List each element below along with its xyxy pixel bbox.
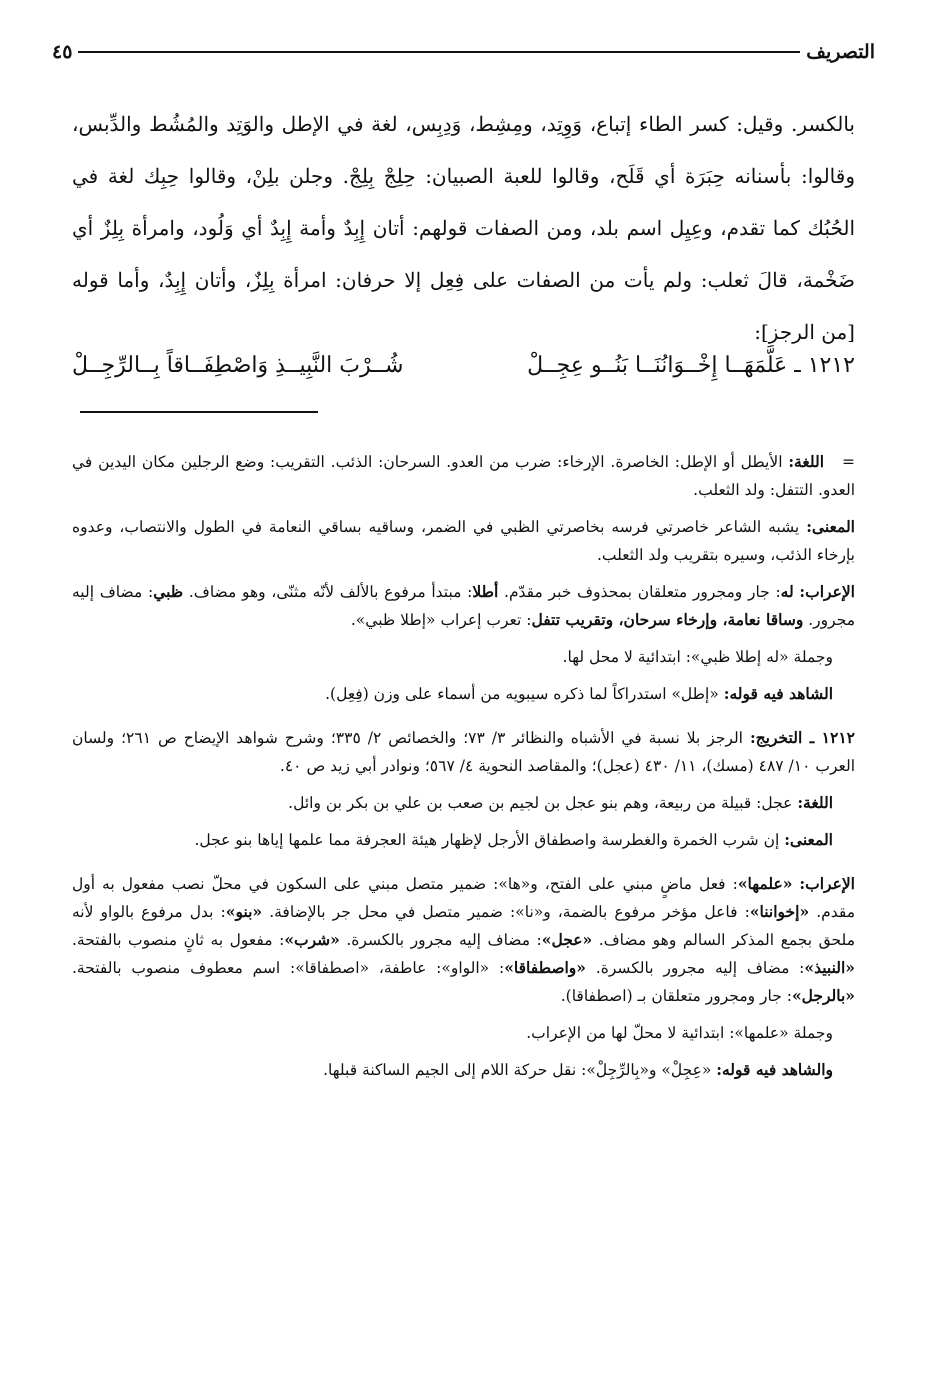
footnote-label: اللغة: (788, 452, 824, 471)
footnote-paragraph (72, 643, 855, 671)
footnote-paragraph (72, 448, 855, 504)
footnote-term: أطلا (472, 582, 499, 601)
header-rule (78, 51, 800, 53)
footnote-term: «واصطفاقا» (504, 958, 586, 977)
footnote-text: يشبه الشاعر خاصرتي فرسه بخاصرتي الظبي في الضمر، وساقيه بساقي النعامة في الطول والانتصاب، وعدوه بإرخاء الذئب، وسيره بتقريب ولد الثعلب. (72, 518, 855, 564)
footnote-paragraph (72, 1056, 855, 1084)
footnote-text: «إطل» استدراكاً لما ذكره سيبويه من أسماء على وزن (فِعِل). (325, 685, 719, 703)
footnote-paragraph (72, 1019, 855, 1047)
footnote-text: : «الواو»: عاطفة، «اصطفاقا»: اسم معطوف منصوب بالفتحة. (72, 959, 505, 977)
footnote-label: المعنى: (806, 517, 855, 536)
footnote-text: : جار ومجرور متعلقان بمحذوف خبر مقدّم. (498, 583, 781, 601)
footnote-text: وجملة «له إطلا ظبي»: ابتدائية لا محل لها. (562, 648, 833, 666)
footnote-paragraph (72, 578, 855, 634)
footnote-text: : مضاف إليه مجرور بالكسرة. (339, 931, 542, 949)
footnote-text: : مضاف إليه مجرور. (72, 583, 855, 629)
footnote-text: : مبتدأ مرفوع بالألف لأنّه مثنّى، وهو مضاف. (183, 583, 473, 601)
footnotes (72, 448, 855, 1093)
verse (72, 345, 855, 385)
footnote-label: الإعراب: (799, 582, 855, 601)
page-number: ٤٥ (52, 41, 73, 63)
footnote-text: : مفعول به ثانٍ منصوب بالفتحة. (72, 931, 285, 949)
footnote-text: : فاعل مؤخر مرفوع بالضمة، و«نا»: ضمير متصل في محل جر بالإضافة. (262, 903, 750, 921)
page-header (52, 36, 875, 68)
footnote-text: الرجز بلا نسبة في الأشباه والنظائر ٣/ ٧٣؛ والخصائص ٢/ ٣٣٥؛ وشرح شواهد الإيضاح ص ٢٦١؛ ولسان العرب ١٠/ ٤٨٧ (مسك)، ١١/ ٤٣٠ (عجل)؛ والمقاصد النحوية ٤/ ٥٦٧؛ ونوادر أبي زيد ص ٤٠. (72, 729, 855, 775)
footnote-paragraph (72, 724, 855, 780)
main-paragraph: بالكسر. وقيل: كسر الطاء إتباع، وَوِتِد، ومِشِط، وَدِبِس، لغة في الإطل والوَتِد والمُشُط والدِّبس، وقالوا: بأسنانه حِبَرَة أي قَلَح، وقالوا للعبة الصبيان: حِلِجْ بِلِجْ. وجلن بلِنْ، وقالوا حِبِك لغة في الحُبُك كما تقدم، وعِيِل اسم بلد، ومن الصفات قولهم: أتان إِبِدٌ وأمة إِبِدٌ أي وَلُود، وامرأة بِلِزٌ أي ضَخْمة، قالَ ثعلب: ولم يأت من الصفات على فِعِل إلا حرفان: امرأة بِلِزٌ، وأتان إِبِدٌ، وأما قوله [من الرجز]: (72, 112, 856, 344)
verse-first-hemistich: ١٢١٢ ـ عَلَّمَهَــا إِخْــوَانُنَــا بَنُــو عِجِــلْ (527, 352, 855, 378)
footnote-term: «النبيذ» (804, 958, 855, 977)
footnote-paragraph (72, 826, 855, 854)
footnote-term: «إخواننا» (749, 902, 810, 921)
running-title: التصريف (806, 41, 875, 63)
footnote-label: الشاهد فيه قوله: (723, 684, 833, 703)
footnote-paragraph (72, 870, 855, 1010)
footnote-term: «بالرجل» (791, 986, 855, 1005)
footnote-paragraph (72, 513, 855, 569)
footnote-term: له (780, 582, 794, 601)
footnote-text: : مضاف إليه مجرور بالكسرة. (585, 959, 805, 977)
footnote-text: «عِجِلْ» و«بِالرِّجِلْ»: نقل حركة اللام إلى الجيم الساكنة قبلها. (323, 1061, 712, 1079)
footnote-term: «شرب» (284, 930, 340, 949)
footnote-text: : تعرب إعراب «إطلا ظبي». (350, 611, 532, 629)
footnote-term: ظبي (153, 582, 184, 601)
footnote-term: «عجل» (541, 930, 593, 949)
footnote-text: إن شرب الخمرة والغطرسة واصطفاق الأرجل لإظهار هيئة العجرفة مما علمها إياها بنو عجل. (194, 831, 780, 849)
footnote-paragraph (72, 680, 855, 708)
footnote-term: «بنو» (225, 902, 263, 921)
verse-second-hemistich: شُــرْبَ النَّبِيــذِ وَاصْطِفَــاقاً بِــالرِّجِــلْ (72, 352, 404, 378)
continuation-mark: = (842, 453, 855, 471)
footnote-term: «علمها» (737, 874, 793, 893)
footnote-text: وجملة «علمها»: ابتدائية لا محلّ لها من الإعراب. (526, 1024, 833, 1042)
footnote-label: والشاهد فيه قوله: (716, 1060, 833, 1079)
footnote-label: المعنى: (784, 830, 833, 849)
footnote-separator (80, 411, 318, 413)
footnote-paragraph (72, 789, 855, 817)
footnote-text: : بدل مرفوع بالواو لأنه ملحق بجمع المذكر السالم وهو مضاف. (72, 903, 855, 949)
footnote-term: وساقا نعامة، وإرخاء سرحان، وتقريب تتفل (531, 610, 804, 629)
footnote-text: عجل: قبيلة من ربيعة، وهم بنو عجل بن لجيم بن صعب بن علي بن بكر بن وائل. (288, 794, 793, 812)
footnote-text: : جار ومجرور متعلقان بـ (اصطفاقا). (560, 987, 792, 1005)
footnote-label: اللغة: (797, 793, 833, 812)
footnote-label: الإعراب: (799, 874, 855, 893)
footnote-text: : فعل ماضٍ مبني على الفتح، و«ها»: ضمير متصل مبني على السكون في محلّ نصب مفعول به أول مقدم. (72, 875, 856, 921)
footnote-text: الأيطل أو الإطل: الخاصرة. الإرخاء: ضرب من العدو. السرحان: الذئب. التقريب: وضع الرجلين مكان اليدين في العدو. التتفل: ولد الثعلب. (72, 453, 855, 499)
footnote-label: ١٢١٢ ـ التخريج: (749, 728, 855, 747)
main-text (72, 98, 855, 358)
